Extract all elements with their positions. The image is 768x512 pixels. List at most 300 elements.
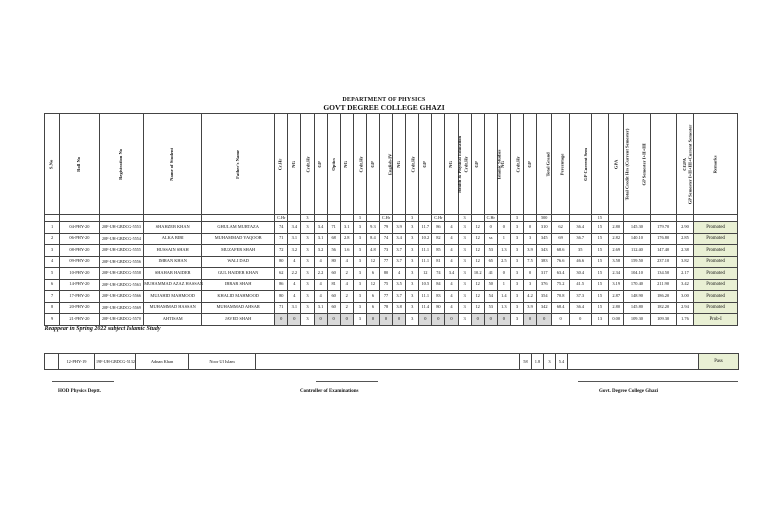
table-cell: 237.10 [650, 256, 676, 268]
table-cell: 11.1 [419, 291, 432, 303]
table-cell: 20F-UH-GBDCG-5569 [99, 302, 144, 314]
table-cell: 6 [45, 279, 60, 291]
table-cell: 3.5 [393, 279, 406, 291]
table-cell: 112.40 [624, 245, 650, 257]
table-row [45, 222, 738, 234]
column-header [537, 114, 552, 215]
credit-hour-cell [314, 215, 327, 222]
college-title: GOVT DEGREE COLLEGE GHAZI [323, 103, 445, 112]
table-row [45, 268, 738, 280]
credit-hour-cell: 15 [591, 215, 608, 222]
table-cell: 3.7 [393, 291, 406, 303]
table-cell: 2.69 [609, 245, 624, 257]
table-cell: 3.9 [524, 245, 537, 257]
column-header [366, 114, 379, 215]
table-cell: 3 [458, 314, 471, 326]
table-cell: 1.3 [497, 302, 510, 314]
table-cell: 6 [366, 291, 379, 303]
table-cell: 3 [510, 279, 523, 291]
table-cell: 345 [537, 233, 552, 245]
table-cell: 3 [406, 268, 419, 280]
table-cell: 08-PHY-20 [60, 245, 99, 257]
table-cell: 74 [275, 222, 288, 234]
table-cell: 2.17 [676, 268, 693, 280]
table-cell: 3.1 [340, 222, 353, 234]
table-cell: MUHAMMAD YAQOOB [202, 233, 275, 245]
table-cell: 3 [510, 314, 523, 326]
reappear-roll: 12-PHY-19 [59, 354, 95, 370]
table-cell: 3 [406, 256, 419, 268]
table-cell: 170.40 [624, 279, 650, 291]
table-cell: 3 [510, 233, 523, 245]
column-header-label: GP [421, 160, 427, 168]
table-cell: 30.4 [569, 268, 591, 280]
table-cell: 46.6 [569, 256, 591, 268]
table-cell: 4 [288, 279, 301, 291]
table-cell: 2 [340, 302, 353, 314]
table-cell: 1.76 [676, 314, 693, 326]
column-header-label: GP Semester I+II+III [642, 142, 648, 186]
controller-signature-line [316, 381, 378, 382]
table-cell: 37.3 [569, 291, 591, 303]
table-cell: 3 [458, 268, 471, 280]
table-cell: 17-PHY-20 [60, 291, 99, 303]
table-row [45, 291, 738, 303]
table-cell: 69 [552, 233, 569, 245]
table-cell: 3 [406, 279, 419, 291]
table-cell: Promoted [694, 233, 738, 245]
reappear-marks: 58 [520, 354, 532, 370]
table-cell: 10.2 [471, 268, 484, 280]
reappear-title: Reappear in Spring 2022 subject Islamic Study [44, 326, 161, 333]
table-cell: 3 [510, 268, 523, 280]
column-header [552, 114, 569, 215]
table-cell: 3 [524, 279, 537, 291]
table-cell: 12 [471, 302, 484, 314]
table-cell: 310 [537, 222, 552, 234]
table-cell: 0 [445, 314, 458, 326]
table-cell: 0 [366, 314, 379, 326]
table-cell: 343 [537, 245, 552, 257]
column-header [353, 114, 366, 215]
table-cell: 9 [45, 314, 60, 326]
table-cell: 15 [591, 256, 608, 268]
reappear-remarks: Pass [699, 354, 739, 370]
table-cell: 0 [497, 268, 510, 280]
table-cell: 2.90 [676, 222, 693, 234]
table-cell: GHULAM MURTAZA [202, 222, 275, 234]
reappear-reg: 19F-UH-GBDCG-5132 [95, 354, 136, 370]
table-cell: 68 [327, 233, 340, 245]
table-cell: 1.4 [497, 291, 510, 303]
table-cell: 3.1 [314, 233, 327, 245]
table-cell: 4.2 [524, 291, 537, 303]
credit-hour-cell [694, 215, 738, 222]
table-cell: IBRAR SHAH [202, 279, 275, 291]
table-cell: 3 [458, 291, 471, 303]
table-cell: 6 [366, 302, 379, 314]
table-cell: 2.94 [676, 302, 693, 314]
table-cell: 3.42 [676, 279, 693, 291]
column-header-label: Crdt.Hr [306, 155, 312, 173]
table-cell: 83 [432, 291, 445, 303]
table-cell: 211.90 [650, 279, 676, 291]
table-cell: 68.6 [552, 245, 569, 257]
table-cell: 72 [275, 245, 288, 257]
table-cell: 12 [366, 279, 379, 291]
column-header [497, 114, 510, 215]
table-cell: 0 [569, 314, 591, 326]
table-cell: 62 [275, 268, 288, 280]
table-cell: 7 [45, 291, 60, 303]
table-cell: KHALID MAHMOOD [202, 291, 275, 303]
column-header-label: NG [500, 160, 506, 168]
reappear-name: Adnan Khan [136, 354, 189, 370]
column-header-label: Registration No [118, 148, 124, 180]
table-cell: 3.4 [288, 222, 301, 234]
table-cell: ALKA BIBI [144, 233, 202, 245]
table-cell: 3 [510, 222, 523, 234]
column-header [445, 114, 458, 215]
table-cell: 3 [524, 233, 537, 245]
table-row [45, 302, 738, 314]
reappear-blank [256, 354, 520, 370]
table-row [45, 245, 738, 257]
table-cell: 3 [353, 233, 366, 245]
table-cell: 3.58 [609, 256, 624, 268]
table-cell: 81 [432, 256, 445, 268]
reappear-blank-2 [568, 354, 699, 370]
column-header-label: Crdt.Hr [515, 155, 521, 173]
table-cell: 179.70 [650, 222, 676, 234]
column-header-label: GP [526, 160, 532, 168]
table-cell: 65 [484, 256, 497, 268]
table-cell: 109.30 [624, 314, 650, 326]
column-header-label: NG [448, 160, 454, 168]
table-cell: 4 [445, 245, 458, 257]
column-header-label: Cr.Hr [277, 158, 283, 170]
column-header-label: S.No [48, 159, 54, 169]
table-cell: 4 [445, 279, 458, 291]
table-cell: 54 [484, 291, 497, 303]
table-cell: 71 [327, 222, 340, 234]
credit-hour-cell [445, 215, 458, 222]
table-cell: 3 [301, 245, 314, 257]
table-cell: 3 [510, 291, 523, 303]
credit-hour-cell [327, 215, 340, 222]
table-cell: 3.4 [314, 222, 327, 234]
table-cell: 3 [353, 222, 366, 234]
table-cell: 2 [45, 233, 60, 245]
credit-hour-cell: C.Hr [275, 215, 288, 222]
table-cell: 80 [275, 256, 288, 268]
table-cell: 2.82 [609, 233, 624, 245]
table-cell: 3 [510, 245, 523, 257]
table-cell: 0 [432, 314, 445, 326]
column-header [144, 114, 202, 215]
table-cell: 50 [484, 279, 497, 291]
table-cell: ss [484, 233, 497, 245]
table-cell: Promoted [694, 268, 738, 280]
table-cell: 68.4 [552, 302, 569, 314]
table-cell: 2.80 [609, 302, 624, 314]
table-cell: 79 [379, 222, 392, 234]
table-row [45, 256, 738, 268]
table-cell: 0 [524, 222, 537, 234]
column-header [471, 114, 484, 215]
table-cell: 3 [406, 222, 419, 234]
table-cell: 80 [275, 291, 288, 303]
table-cell: 3.4 [393, 233, 406, 245]
table-cell: 176.80 [650, 233, 676, 245]
table-cell: 78 [379, 302, 392, 314]
column-header [202, 114, 275, 215]
table-cell: 12 [471, 256, 484, 268]
credit-hour-cell [524, 215, 537, 222]
table-cell: 11.1 [419, 256, 432, 268]
column-header [694, 114, 738, 215]
reappear-ng: 1.8 [532, 354, 544, 370]
table-cell: 77 [379, 291, 392, 303]
column-header [60, 114, 99, 215]
table-cell: 3 [301, 256, 314, 268]
table-cell: 3 [406, 233, 419, 245]
column-header-label: NG [395, 160, 401, 168]
column-header-label: GP [369, 160, 375, 168]
table-cell: 10.5 [419, 279, 432, 291]
credit-hour-cell: C.Hr [484, 215, 497, 222]
table-cell: 20F-UH-GBDCG-5555 [99, 245, 144, 257]
table-cell: 0 [340, 314, 353, 326]
table-cell: 20F-UH-GBDCG-5553 [99, 222, 144, 234]
credit-hour-cell [650, 215, 676, 222]
column-header [340, 114, 353, 215]
column-header-label: Islamic Studies [496, 149, 502, 179]
table-cell: 4 [445, 256, 458, 268]
table-cell: 3.4 [445, 268, 458, 280]
table-cell: 4 [314, 291, 327, 303]
college-signature-line [578, 381, 738, 382]
column-header [609, 114, 624, 215]
table-cell: 71 [275, 302, 288, 314]
reappear-crdt: 3 [544, 354, 556, 370]
table-cell: 20F-UH-GBDCG-5556 [99, 256, 144, 268]
controller-signature: Controller of Examinations [300, 389, 359, 394]
column-header [45, 114, 60, 215]
table-cell: 15 [591, 279, 608, 291]
credit-hour-cell: 3 [458, 215, 471, 222]
table-cell: 71 [275, 233, 288, 245]
table-cell: 0 [471, 314, 484, 326]
table-cell: 15 [591, 302, 608, 314]
table-cell: 0 [524, 314, 537, 326]
table-cell: 09-PHY-20 [60, 256, 99, 268]
table-cell: 86 [275, 279, 288, 291]
table-cell: 4 [445, 233, 458, 245]
table-cell: 0 [484, 222, 497, 234]
table-cell: 10.2 [419, 233, 432, 245]
table-cell: Promoted [694, 245, 738, 257]
table-cell: 80 [379, 268, 392, 280]
table-cell: 2 [340, 268, 353, 280]
table-cell: 104.10 [624, 268, 650, 280]
table-cell: 3 [353, 291, 366, 303]
table-cell: 159.50 [624, 256, 650, 268]
table-cell: 0 [314, 314, 327, 326]
column-header-label: GPA [612, 159, 618, 169]
table-cell: SHAHZEB KHAN [144, 222, 202, 234]
credit-hour-cell [471, 215, 484, 222]
table-cell: 12 [471, 245, 484, 257]
table-cell: 15 [591, 222, 608, 234]
table-cell: 3 [301, 233, 314, 245]
credit-hour-cell [569, 215, 591, 222]
table-cell: 10-PHY-20 [60, 268, 99, 280]
table-cell: 3 [406, 245, 419, 257]
table-row [45, 279, 738, 291]
reappear-table [44, 353, 739, 370]
table-cell: 140.10 [624, 233, 650, 245]
table-cell: 2 [340, 291, 353, 303]
table-cell: 0 [497, 314, 510, 326]
credit-hour-cell: C.Hr [379, 215, 392, 222]
table-cell: 0 [552, 314, 569, 326]
table-cell: 134.50 [650, 268, 676, 280]
reappear-father: Noor Ul Islam [189, 354, 256, 370]
table-cell: 383 [537, 256, 552, 268]
table-cell: 0.00 [609, 314, 624, 326]
table-cell: 63.4 [552, 268, 569, 280]
table-cell: 3.1 [288, 233, 301, 245]
table-cell: Promoted [694, 291, 738, 303]
table-cell: 41.5 [569, 279, 591, 291]
credit-hour-cell [393, 215, 406, 222]
column-header-label: Total Grand [545, 151, 551, 177]
table-cell: 1 [497, 279, 510, 291]
column-header-label: GP [317, 160, 323, 168]
table-cell: 20F-UH-GBDCG-5563 [99, 279, 144, 291]
table-cell: 342 [537, 302, 552, 314]
table-cell: 11.4 [419, 302, 432, 314]
table-cell: 2.2 [288, 268, 301, 280]
table-cell: 3 [353, 268, 366, 280]
table-cell: 82 [432, 233, 445, 245]
table-cell: 3 [406, 291, 419, 303]
table-cell: 0 [484, 314, 497, 326]
table-cell: 20F-UH-GBDCG-5554 [99, 233, 144, 245]
table-cell: 3 [353, 256, 366, 268]
table-cell: 3 [510, 256, 523, 268]
table-cell: 3 [45, 245, 60, 257]
table-cell: IMRAN KHAN [144, 256, 202, 268]
table-cell: 147.40 [650, 245, 676, 257]
table-cell: Promoted [694, 302, 738, 314]
table-cell: 0 [419, 314, 432, 326]
table-cell: 3 [406, 314, 419, 326]
column-header [524, 114, 537, 215]
table-cell: 3 [510, 302, 523, 314]
table-cell: 4 [314, 279, 327, 291]
credit-hour-cell [624, 215, 650, 222]
table-cell: 60 [327, 291, 340, 303]
table-cell: 182.20 [650, 302, 676, 314]
table-cell: 35 [569, 245, 591, 257]
column-header-label: Crdt.Hr [410, 155, 416, 173]
credit-hour-cell: 500 [537, 215, 552, 222]
table-cell: 36.4 [569, 302, 591, 314]
table-cell: 2.8 [340, 233, 353, 245]
table-cell: 0 [327, 314, 340, 326]
table-cell: 15 [591, 291, 608, 303]
table-cell: 1 [45, 222, 60, 234]
column-header [406, 114, 419, 215]
table-cell: 12 [471, 291, 484, 303]
table-cell: 12 [471, 233, 484, 245]
table-cell: 20F-UH-GBDCG-5570 [99, 314, 144, 326]
table-cell: 3 [353, 302, 366, 314]
column-header-label: Crdt.Hr [358, 155, 364, 173]
hod-signature: HOD Physics Deptt. [58, 389, 101, 394]
credit-hour-cell [340, 215, 353, 222]
column-header [99, 114, 144, 215]
table-cell: 148.90 [624, 291, 650, 303]
credit-hour-cell [288, 215, 301, 222]
table-cell: 11.1 [419, 245, 432, 257]
table-cell: 0 [393, 314, 406, 326]
table-cell: 3.00 [676, 291, 693, 303]
table-cell: 3 [406, 302, 419, 314]
table-cell: 56 [327, 245, 340, 257]
table-cell: 53 [484, 245, 497, 257]
table-cell: 3 [458, 222, 471, 234]
table-cell: MUHAMMAD AHSAR [202, 302, 275, 314]
credit-hour-cell [202, 215, 275, 222]
credit-hour-cell [144, 215, 202, 222]
column-header [275, 114, 288, 215]
table-cell: AHTISAM [144, 314, 202, 326]
table-cell: 36.7 [569, 233, 591, 245]
credit-hour-cell [676, 215, 693, 222]
column-header-label: GP Current Sem [582, 147, 588, 181]
table-cell: 3.2 [288, 245, 301, 257]
credit-hour-cell [45, 215, 60, 222]
table-cell: 3 [458, 256, 471, 268]
column-header-label: Father's Name [234, 149, 240, 179]
table-cell: 62 [552, 222, 569, 234]
column-header-label: Name of Student [169, 147, 175, 181]
table-cell: Promoted [694, 279, 738, 291]
column-header-label: NG [290, 160, 296, 168]
table-cell: 20F-UH-GBDCG-5558 [99, 268, 144, 280]
table-cell: SHAHAB HAIDER [144, 268, 202, 280]
table-cell: MUHAMMAD AZAZ HASSAN [144, 279, 202, 291]
table-cell: 4 [445, 222, 458, 234]
table-cell: 76.6 [552, 256, 569, 268]
table-cell: 2.85 [676, 233, 693, 245]
table-cell: 4 [393, 268, 406, 280]
column-header-label: Total Credit Hrs (Current Semester) [624, 128, 630, 200]
table-cell: MUZAFER SHAH [202, 245, 275, 257]
credit-hour-cell: 3 [406, 215, 419, 222]
table-cell: 3.19 [609, 279, 624, 291]
table-cell: 12 [471, 279, 484, 291]
table-cell: 4 [288, 256, 301, 268]
header-row [45, 114, 738, 215]
column-header-label: Optics [330, 157, 336, 171]
column-header-label: NG [343, 160, 349, 168]
table-cell: 3 [301, 279, 314, 291]
column-header-label: Remarks [712, 155, 718, 173]
